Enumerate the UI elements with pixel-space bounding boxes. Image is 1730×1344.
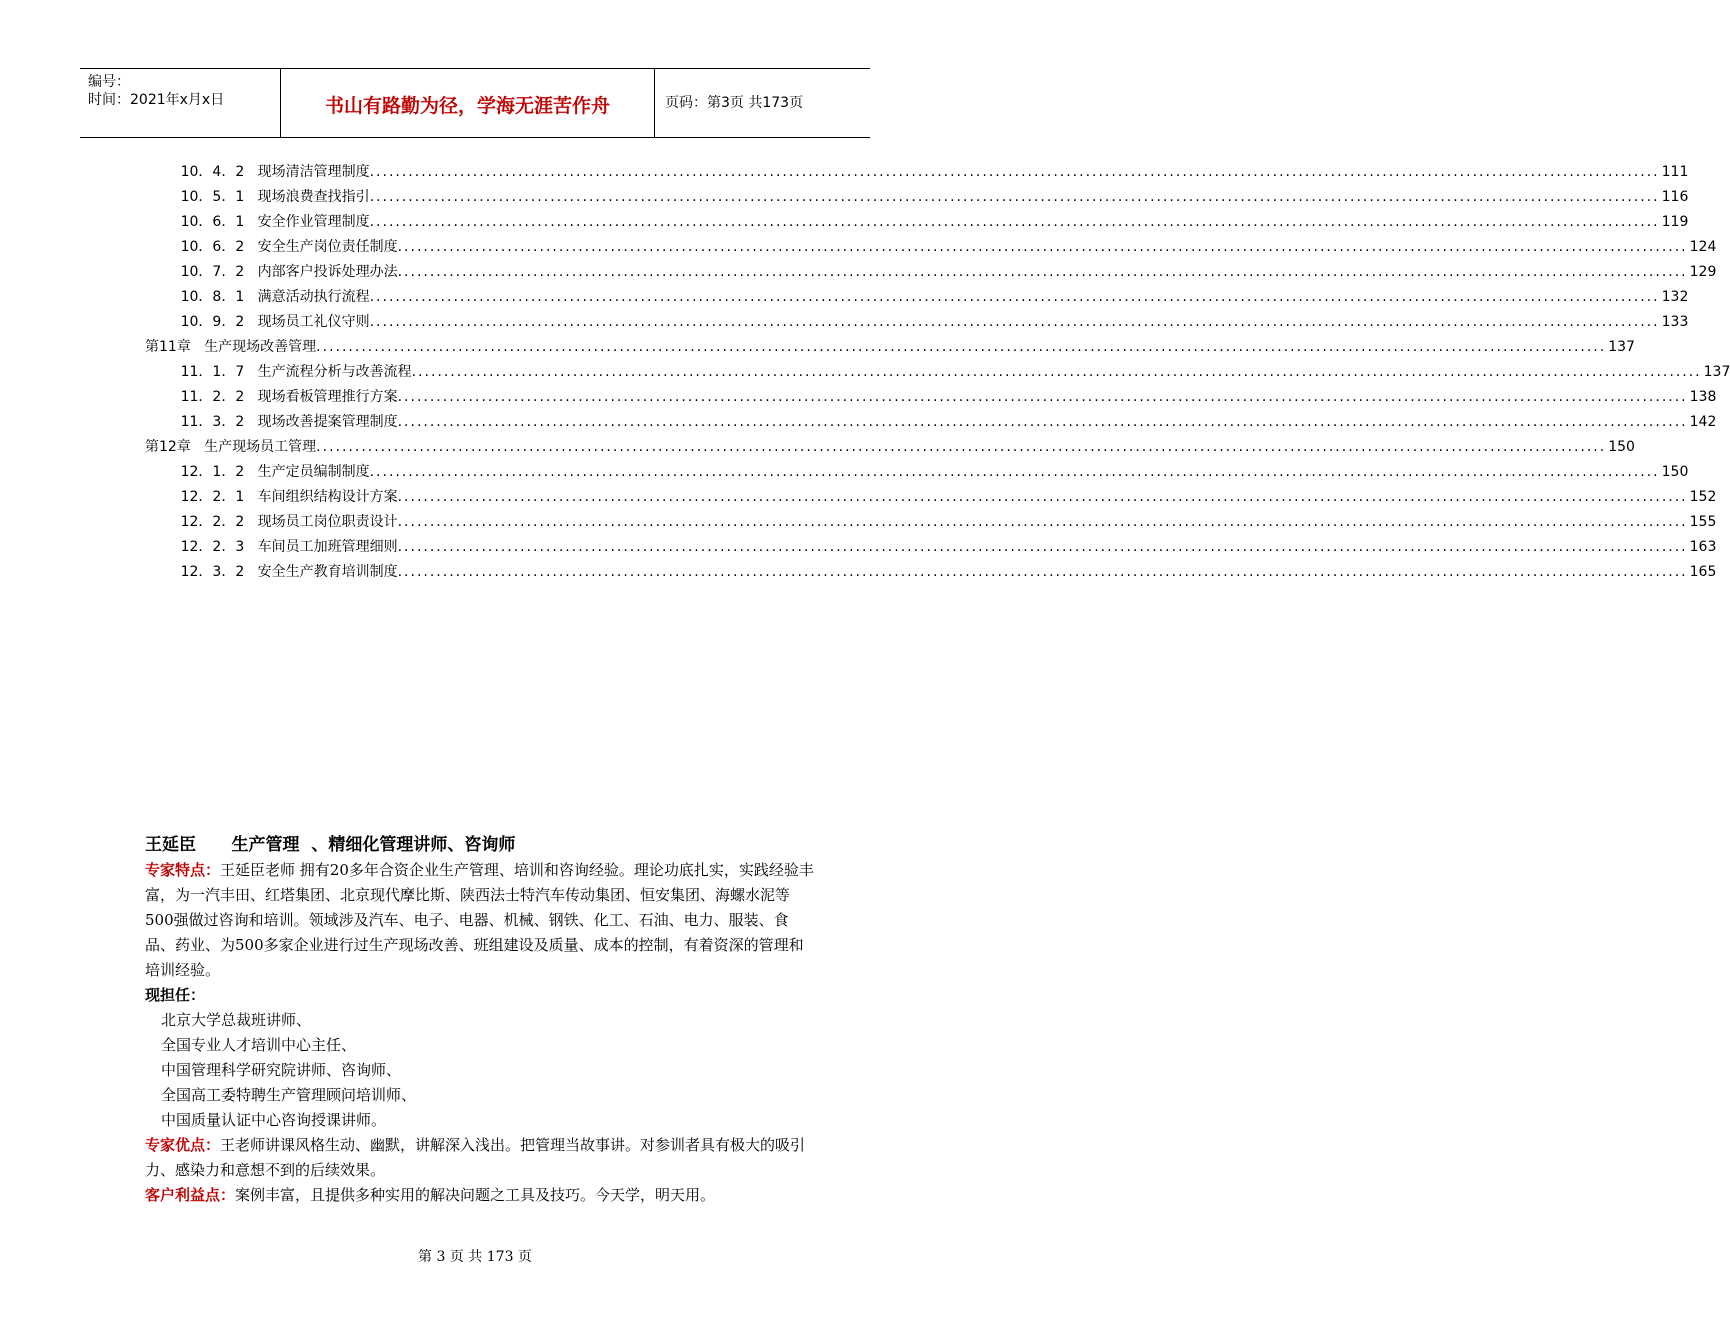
toc-entry[interactable] <box>145 235 1717 260</box>
toc-entry-title: 现场浪费查找指引 <box>257 189 370 205</box>
header-motto-cell <box>280 69 655 137</box>
toc-leader-dots: ........................................................................................................................................................................................................ <box>397 489 1688 505</box>
toc-leader-dots: ........................................................................................................................................................................................................ <box>369 289 1660 305</box>
toc-entry-number: 10．7．2 <box>145 264 258 280</box>
toc-leader-dots: ........................................................................................................................................................................................................ <box>316 339 1607 355</box>
toc-entry-title: 现场员工礼仪守则 <box>257 314 370 330</box>
toc-entry-page: 116 <box>1661 189 1689 205</box>
toc-leader-dots: ........................................................................................................................................................................................................ <box>397 564 1688 580</box>
toc-leader-dots: ........................................................................................................................................................................................................ <box>397 539 1688 555</box>
toc-leader-dots: ........................................................................................................................................................................................................ <box>397 514 1688 530</box>
toc-entry-page: 124 <box>1689 239 1717 255</box>
toc-entry[interactable] <box>145 285 1689 310</box>
toc-entry[interactable] <box>145 535 1717 560</box>
toc-leader-dots: ........................................................................................................................................................................................................ <box>397 239 1688 255</box>
current-position-item: 全国专业人才培训中心主任、 <box>161 1036 357 1054</box>
advantage-label: 专家优点： <box>145 1136 221 1154</box>
toc-leader-dots: ........................................................................................................................................................................................................ <box>397 264 1688 280</box>
current-positions-list <box>145 1008 815 1133</box>
toc-entry-title: 安全作业管理制度 <box>257 214 370 230</box>
serial-label: 编号： <box>88 74 130 90</box>
toc-entry[interactable] <box>145 560 1717 585</box>
toc-entry-title: 现场清洁管理制度 <box>257 164 370 180</box>
toc-entry-title: 生产定员编制制度 <box>257 464 370 480</box>
toc-entry-number: 11．1．7 <box>145 364 258 380</box>
toc-leader-dots: ........................................................................................................................................................................................................ <box>369 214 1660 230</box>
toc-leader-dots: ........................................................................................................................................................................................................ <box>397 414 1688 430</box>
toc-entry-page: 111 <box>1661 164 1689 180</box>
toc-entry-title: 安全生产教育培训制度 <box>257 564 398 580</box>
toc-entry-number: 12．2．1 <box>145 489 258 505</box>
toc-entry-number: 10．8．1 <box>145 289 258 305</box>
toc-entry-number: 12．3．2 <box>145 564 258 580</box>
current-position-item: 中国管理科学研究院讲师、咨询师、 <box>161 1061 402 1079</box>
toc-entry-title: 满意活动执行流程 <box>257 289 370 305</box>
toc-entry[interactable] <box>145 260 1717 285</box>
toc-entry-number: 10．5．1 <box>145 189 258 205</box>
toc-entry-page: 133 <box>1661 314 1689 330</box>
toc-entry[interactable] <box>145 435 1635 460</box>
toc-entry[interactable] <box>145 385 1717 410</box>
lecturer-profile <box>145 832 815 1208</box>
page-footer: 第 3 页 共 173 页 <box>418 1249 532 1265</box>
toc-entry-number: 10．4．2 <box>145 164 258 180</box>
toc-leader-dots: ........................................................................................................................................................................................................ <box>369 464 1660 480</box>
toc-entry-number: 第11章 <box>145 339 205 355</box>
current-position-item: 全国高工委特聘生产管理顾问培训师、 <box>161 1086 417 1104</box>
toc-entry-number: 11．2．2 <box>145 389 258 405</box>
header-meta <box>80 69 280 137</box>
toc-entry[interactable] <box>145 210 1689 235</box>
toc-entry-number: 12．2．2 <box>145 514 258 530</box>
toc-entry-title: 车间员工加班管理细则 <box>257 539 398 555</box>
toc-entry[interactable] <box>145 335 1635 360</box>
toc-leader-dots: ........................................................................................................................................................................................................ <box>369 314 1660 330</box>
toc-entry-title: 车间组织结构设计方案 <box>257 489 398 505</box>
toc-entry-number: 12．2．3 <box>145 539 258 555</box>
toc-entry-page: 137 <box>1703 364 1730 380</box>
toc-leader-dots: ........................................................................................................................................................................................................ <box>397 389 1688 405</box>
toc-leader-dots: ........................................................................................................................................................................................................ <box>369 189 1660 205</box>
toc-entry-page: 138 <box>1689 389 1717 405</box>
toc-leader-dots: ........................................................................................................................................................................................................ <box>369 164 1660 180</box>
benefit-paragraph <box>145 1183 815 1208</box>
toc-entry-page: 137 <box>1608 339 1635 355</box>
toc-entry-page: 119 <box>1661 214 1689 230</box>
toc-entry-title: 生产流程分析与改善流程 <box>257 364 412 380</box>
toc-leader-dots: ........................................................................................................................................................................................................ <box>411 364 1702 380</box>
toc-entry-title: 现场改善提案管理制度 <box>257 414 398 430</box>
toc-entry-title: 现场员工岗位职责设计 <box>257 514 398 530</box>
toc-entry-title: 内部客户投诉处理办法 <box>257 264 398 280</box>
current-position-item: 北京大学总裁班讲师、 <box>161 1011 312 1029</box>
toc-entry-page: 132 <box>1661 289 1689 305</box>
toc-entry[interactable] <box>145 160 1689 185</box>
feature-paragraph <box>145 858 815 983</box>
toc-entry[interactable] <box>145 310 1689 335</box>
toc-entry-number: 12．1．2 <box>145 464 258 480</box>
benefit-text: 案例丰富，且提供多种实用的解决问题之工具及技巧。今天学，明天用。 <box>235 1186 716 1204</box>
toc-entry-page: 142 <box>1689 414 1717 430</box>
advantage-text: 王老师讲课风格生动、幽默，讲解深入浅出。把管理当故事讲。对参训者具有极大的吸引力、感染力和意想不到的后续效果。 <box>145 1136 806 1179</box>
page-header <box>80 68 870 138</box>
toc-entry[interactable] <box>145 485 1717 510</box>
header-page-cell <box>655 69 870 137</box>
feature-label: 专家特点： <box>145 861 221 879</box>
benefit-label: 客户利益点： <box>145 1186 236 1204</box>
toc-entry[interactable] <box>145 410 1717 435</box>
feature-text: 王延臣老师 拥有20多年合资企业生产管理、培训和咨询经验。理论功底扎实，实践经验丰富，为一汽丰田、红塔集团、北京现代摩比斯、陕西法士特汽车传动集团、恒安集团、海螺水泥等500强做过咨询和培训。领域涉及汽车、电子、电器、机械、钢铁、化工、石油、电力、服装、食品、药业、为500多家企业进行过生产现场改善、班组建设及质量、成本的控制，有着资深的管理和培训经验。 <box>145 861 814 979</box>
toc-entry-page: 163 <box>1689 539 1717 555</box>
current-label: 现担任： <box>145 986 206 1004</box>
toc-entry-number: 11．3．2 <box>145 414 258 430</box>
toc-entry[interactable] <box>145 360 1730 385</box>
toc-entry[interactable] <box>145 185 1689 210</box>
toc-entry[interactable] <box>145 460 1689 485</box>
toc-entry-number: 10．9．2 <box>145 314 258 330</box>
toc-entry-title: 生产现场改善管理 <box>204 339 317 355</box>
toc-entry-number: 第12章 <box>145 439 205 455</box>
toc-entry-page: 129 <box>1689 264 1717 280</box>
advantage-paragraph <box>145 1133 815 1183</box>
toc-entry-page: 150 <box>1608 439 1635 455</box>
profile-title: 王延臣 生产管理 、精细化管理讲师、咨询师 <box>145 835 516 855</box>
toc-entry-page: 165 <box>1689 564 1717 580</box>
toc-entry[interactable] <box>145 510 1717 535</box>
toc-leader-dots: ........................................................................................................................................................................................................ <box>316 439 1607 455</box>
toc-entry-number: 10．6．2 <box>145 239 258 255</box>
toc-entry-title: 安全生产岗位责任制度 <box>257 239 398 255</box>
toc-entry-page: 152 <box>1689 489 1717 505</box>
header-page-label: 页码：第3页 共173页 <box>665 95 804 111</box>
toc-entry-title: 生产现场员工管理 <box>204 439 317 455</box>
table-of-contents <box>145 160 1730 585</box>
toc-entry-page: 155 <box>1689 514 1717 530</box>
date-label: 时间：2021年x月x日 <box>88 92 225 108</box>
current-position-item: 中国质量认证中心咨询授课讲师。 <box>161 1111 387 1129</box>
toc-entry-page: 150 <box>1661 464 1689 480</box>
toc-entry-number: 10．6．1 <box>145 214 258 230</box>
toc-entry-title: 现场看板管理推行方案 <box>257 389 398 405</box>
header-motto: 书山有路勤为径，学海无涯苦作舟 <box>324 95 610 117</box>
